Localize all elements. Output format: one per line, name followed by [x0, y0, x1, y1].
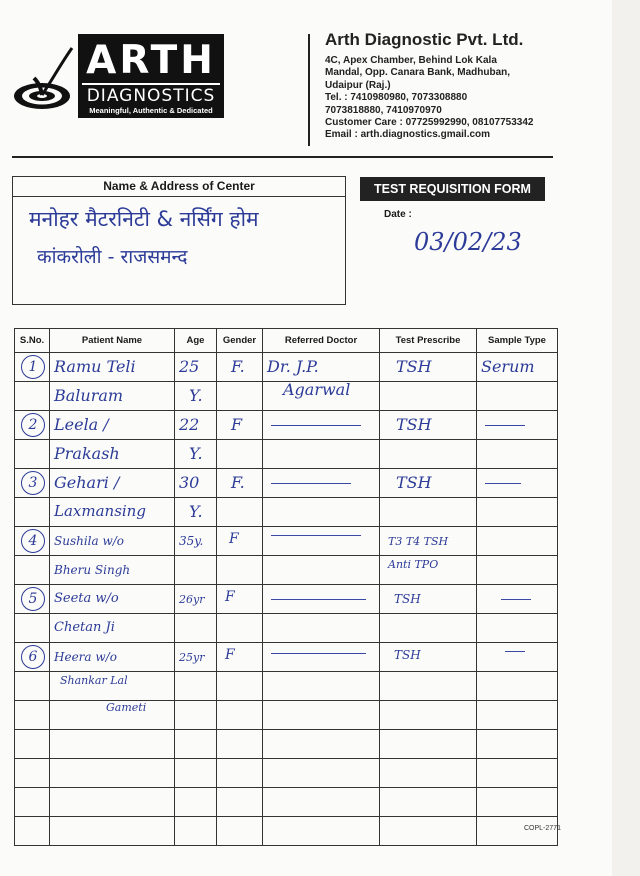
patient-gender: F. [231, 357, 245, 376]
header-sno: S.No. [15, 329, 50, 353]
sample-cell [477, 411, 558, 440]
serial-number: 1 [21, 355, 45, 379]
test-cell [380, 672, 477, 701]
name-cell [50, 382, 175, 411]
gender-cell [217, 585, 263, 614]
doctor-cell [263, 556, 380, 585]
doctor-cell [263, 469, 380, 498]
age-cell [175, 614, 217, 643]
blank-dash [505, 651, 525, 652]
form-code: COPL-2771 [524, 825, 561, 832]
sample-cell [477, 585, 558, 614]
age-cell [175, 440, 217, 469]
doctor-cell [263, 759, 380, 788]
patient-name: Laxmansing [54, 502, 146, 520]
sno-cell [15, 643, 50, 672]
sample-cell [477, 759, 558, 788]
test-cell [380, 382, 477, 411]
doctor-cell [263, 701, 380, 730]
logo-sub-text: DIAGNOSTICS [82, 83, 220, 106]
doctor-cell [263, 353, 380, 382]
gender-cell [217, 614, 263, 643]
name-cell [50, 701, 175, 730]
age-cell [175, 498, 217, 527]
gender-cell [217, 556, 263, 585]
gender-cell [217, 469, 263, 498]
name-cell [50, 788, 175, 817]
sno-cell [15, 353, 50, 382]
doctor-cell [263, 614, 380, 643]
doctor-cell [263, 788, 380, 817]
gender-cell [217, 817, 263, 846]
age-cell [175, 527, 217, 556]
test-cell [380, 440, 477, 469]
sno-cell [15, 817, 50, 846]
table-header-row [15, 329, 558, 353]
serial-number: 6 [21, 645, 45, 669]
name-cell [50, 817, 175, 846]
patient-name: Heera w/o [54, 650, 117, 664]
table-row [15, 411, 558, 440]
table-row [15, 585, 558, 614]
gender-cell [217, 440, 263, 469]
sample-cell [477, 498, 558, 527]
name-cell [50, 672, 175, 701]
doctor-cell [263, 498, 380, 527]
customer-care: Customer Care : 07725992990, 08107753342 [325, 117, 534, 129]
date-label: Date : [384, 209, 412, 220]
patient-name: Prakash [54, 444, 120, 463]
name-cell [50, 527, 175, 556]
form-title: TEST REQUISITION FORM [360, 177, 545, 201]
patient-name: Chetan Ji [54, 620, 115, 635]
test-prescribed: TSH [394, 648, 421, 662]
age-cell [175, 585, 217, 614]
center-title-rule [13, 196, 345, 197]
patient-age: Y. [189, 386, 203, 405]
telephone-2: 7073818880, 7410970970 [325, 104, 442, 116]
sno-cell [15, 730, 50, 759]
blank-dash [485, 425, 525, 426]
test-cell [380, 585, 477, 614]
company-name: Arth Diagnostic Pvt. Ltd. [325, 30, 524, 49]
patient-gender: F [225, 589, 235, 605]
address-line: 4C, Apex Chamber, Behind Lok Kala [325, 55, 497, 66]
name-cell [50, 585, 175, 614]
patient-name: Leela / [54, 415, 109, 434]
test-cell [380, 411, 477, 440]
patient-gender: F [229, 531, 239, 547]
test-prescribed: T3 T4 TSH [388, 535, 449, 548]
table-row [15, 469, 558, 498]
doctor-cell [263, 382, 380, 411]
sno-cell [15, 614, 50, 643]
email: Email : arth.diagnostics.gmail.com [325, 129, 491, 141]
referred-doctor: Agarwal [283, 380, 351, 399]
patient-name: Ramu Teli [54, 357, 136, 376]
serial-number: 2 [21, 413, 45, 437]
logo-tagline: Meaningful, Authentic & Dedicated [89, 106, 213, 115]
sno-cell [15, 701, 50, 730]
sno-cell [15, 382, 50, 411]
doctor-cell [263, 411, 380, 440]
age-cell [175, 382, 217, 411]
test-prescribed: TSH [396, 473, 432, 492]
patient-age: 26yr [179, 593, 205, 606]
table-row [15, 614, 558, 643]
patient-name: Gameti [106, 701, 147, 714]
patient-gender: F [225, 647, 235, 663]
doctor-cell [263, 643, 380, 672]
address-line: Mandal, Opp. Canara Bank, Madhuban, [325, 67, 511, 79]
patient-name: Shankar Lal [60, 674, 128, 687]
header-patient-name: Patient Name [50, 329, 175, 353]
test-cell [380, 556, 477, 585]
sample-cell [477, 469, 558, 498]
header-referred-doctor: Referred Doctor [263, 329, 380, 353]
patient-age: 22 [179, 415, 200, 434]
sample-cell [477, 672, 558, 701]
name-cell [50, 730, 175, 759]
age-cell [175, 788, 217, 817]
table-row [15, 643, 558, 672]
patient-name: Bheru Singh [54, 563, 131, 577]
sno-cell [15, 440, 50, 469]
sno-cell [15, 759, 50, 788]
patient-name: Seeta w/o [54, 591, 119, 606]
blank-dash [485, 483, 521, 484]
center-name-handwritten: मनोहर मैटरनिटी & नर्सिंग होम [29, 207, 259, 231]
name-cell [50, 643, 175, 672]
age-cell [175, 469, 217, 498]
name-cell [50, 440, 175, 469]
patient-age: Y. [189, 502, 203, 521]
table-row [15, 382, 558, 411]
table-row [15, 498, 558, 527]
logo-block [78, 34, 224, 118]
patient-age: 30 [179, 473, 200, 492]
test-cell [380, 730, 477, 759]
test-prescribed: TSH [396, 415, 432, 434]
age-cell [175, 730, 217, 759]
name-cell [50, 556, 175, 585]
table-row [15, 440, 558, 469]
center-title: Name & Address of Center [103, 179, 255, 193]
logo-main-text: ARTH [86, 38, 216, 83]
patient-gender: F [231, 415, 243, 434]
table-row [15, 817, 558, 846]
sample-cell [477, 353, 558, 382]
header-gender: Gender [217, 329, 263, 353]
test-prescribed: TSH [394, 592, 421, 606]
gender-cell [217, 672, 263, 701]
test-cell [380, 759, 477, 788]
serial-number: 3 [21, 471, 45, 495]
gender-cell [217, 643, 263, 672]
blank-dash [271, 535, 361, 536]
target-arrow-icon [12, 42, 76, 112]
sample-cell [477, 614, 558, 643]
sample-cell [477, 730, 558, 759]
test-cell [380, 817, 477, 846]
sample-type: Serum [481, 357, 535, 376]
blank-dash [271, 653, 366, 654]
gender-cell [217, 527, 263, 556]
table-row [15, 556, 558, 585]
header-rule [12, 156, 553, 158]
company-address [325, 55, 610, 142]
company-logo [12, 34, 224, 120]
referred-doctor: Dr. J.P. [267, 357, 319, 376]
name-cell [50, 353, 175, 382]
company-info [325, 30, 610, 142]
gender-cell [217, 701, 263, 730]
gender-cell [217, 498, 263, 527]
test-prescribed: Anti TPO [388, 558, 439, 571]
serial-number: 4 [21, 529, 45, 553]
sno-cell [15, 788, 50, 817]
name-cell [50, 614, 175, 643]
doctor-cell [263, 817, 380, 846]
gender-cell [217, 759, 263, 788]
sample-cell [477, 556, 558, 585]
patient-name: Baluram [54, 386, 124, 405]
sno-cell [15, 469, 50, 498]
gender-cell [217, 353, 263, 382]
doctor-cell [263, 440, 380, 469]
patient-gender: F. [231, 473, 245, 492]
test-cell [380, 498, 477, 527]
sno-cell [15, 411, 50, 440]
name-cell [50, 498, 175, 527]
doctor-cell [263, 527, 380, 556]
center-address-handwritten: कांकरोली - राजसमन्द [37, 246, 188, 268]
table-row [15, 672, 558, 701]
header-age: Age [175, 329, 217, 353]
age-cell [175, 817, 217, 846]
sample-cell [477, 382, 558, 411]
age-cell [175, 556, 217, 585]
center-box [12, 176, 346, 305]
doctor-cell [263, 730, 380, 759]
address-line: Udaipur (Raj.) [325, 79, 391, 91]
table-row [15, 788, 558, 817]
name-cell [50, 469, 175, 498]
sno-cell [15, 498, 50, 527]
sample-cell [477, 788, 558, 817]
patient-age: 25yr [179, 651, 205, 664]
patient-age: Y. [189, 444, 203, 463]
patient-age: 25 [179, 357, 200, 376]
serial-number: 5 [21, 587, 45, 611]
sample-cell [477, 527, 558, 556]
test-cell [380, 643, 477, 672]
name-cell [50, 759, 175, 788]
test-cell [380, 469, 477, 498]
gender-cell [217, 730, 263, 759]
sample-cell [477, 701, 558, 730]
header-test-prescribe: Test Prescribe [380, 329, 477, 353]
gender-cell [217, 411, 263, 440]
test-cell [380, 353, 477, 382]
table-row [15, 730, 558, 759]
age-cell [175, 701, 217, 730]
age-cell [175, 411, 217, 440]
gender-cell [217, 382, 263, 411]
test-cell [380, 788, 477, 817]
name-cell [50, 411, 175, 440]
table-row [15, 527, 558, 556]
sno-cell [15, 672, 50, 701]
age-cell [175, 353, 217, 382]
patient-table [14, 328, 558, 846]
sno-cell [15, 527, 50, 556]
age-cell [175, 643, 217, 672]
sample-cell [477, 440, 558, 469]
patient-name: Sushila w/o [54, 534, 125, 548]
gender-cell [217, 788, 263, 817]
test-prescribed: TSH [396, 357, 432, 376]
blank-dash [271, 599, 366, 600]
doctor-cell [263, 672, 380, 701]
sample-cell [477, 643, 558, 672]
table-row [15, 701, 558, 730]
date-value: 03/02/23 [414, 228, 522, 256]
test-cell [380, 701, 477, 730]
blank-dash [271, 483, 351, 484]
test-cell [380, 614, 477, 643]
header-divider [308, 34, 310, 146]
table-row [15, 759, 558, 788]
doctor-cell [263, 585, 380, 614]
blank-dash [271, 425, 361, 426]
sno-cell [15, 585, 50, 614]
sno-cell [15, 556, 50, 585]
age-cell [175, 759, 217, 788]
patient-age: 35y. [179, 534, 204, 548]
header-sample-type: Sample Type [477, 329, 558, 353]
patient-name: Gehari / [54, 473, 120, 492]
table-row [15, 353, 558, 382]
age-cell [175, 672, 217, 701]
blank-dash [501, 599, 531, 600]
telephone: Tel. : 7410980980, 7073308880 [325, 92, 468, 104]
test-cell [380, 527, 477, 556]
